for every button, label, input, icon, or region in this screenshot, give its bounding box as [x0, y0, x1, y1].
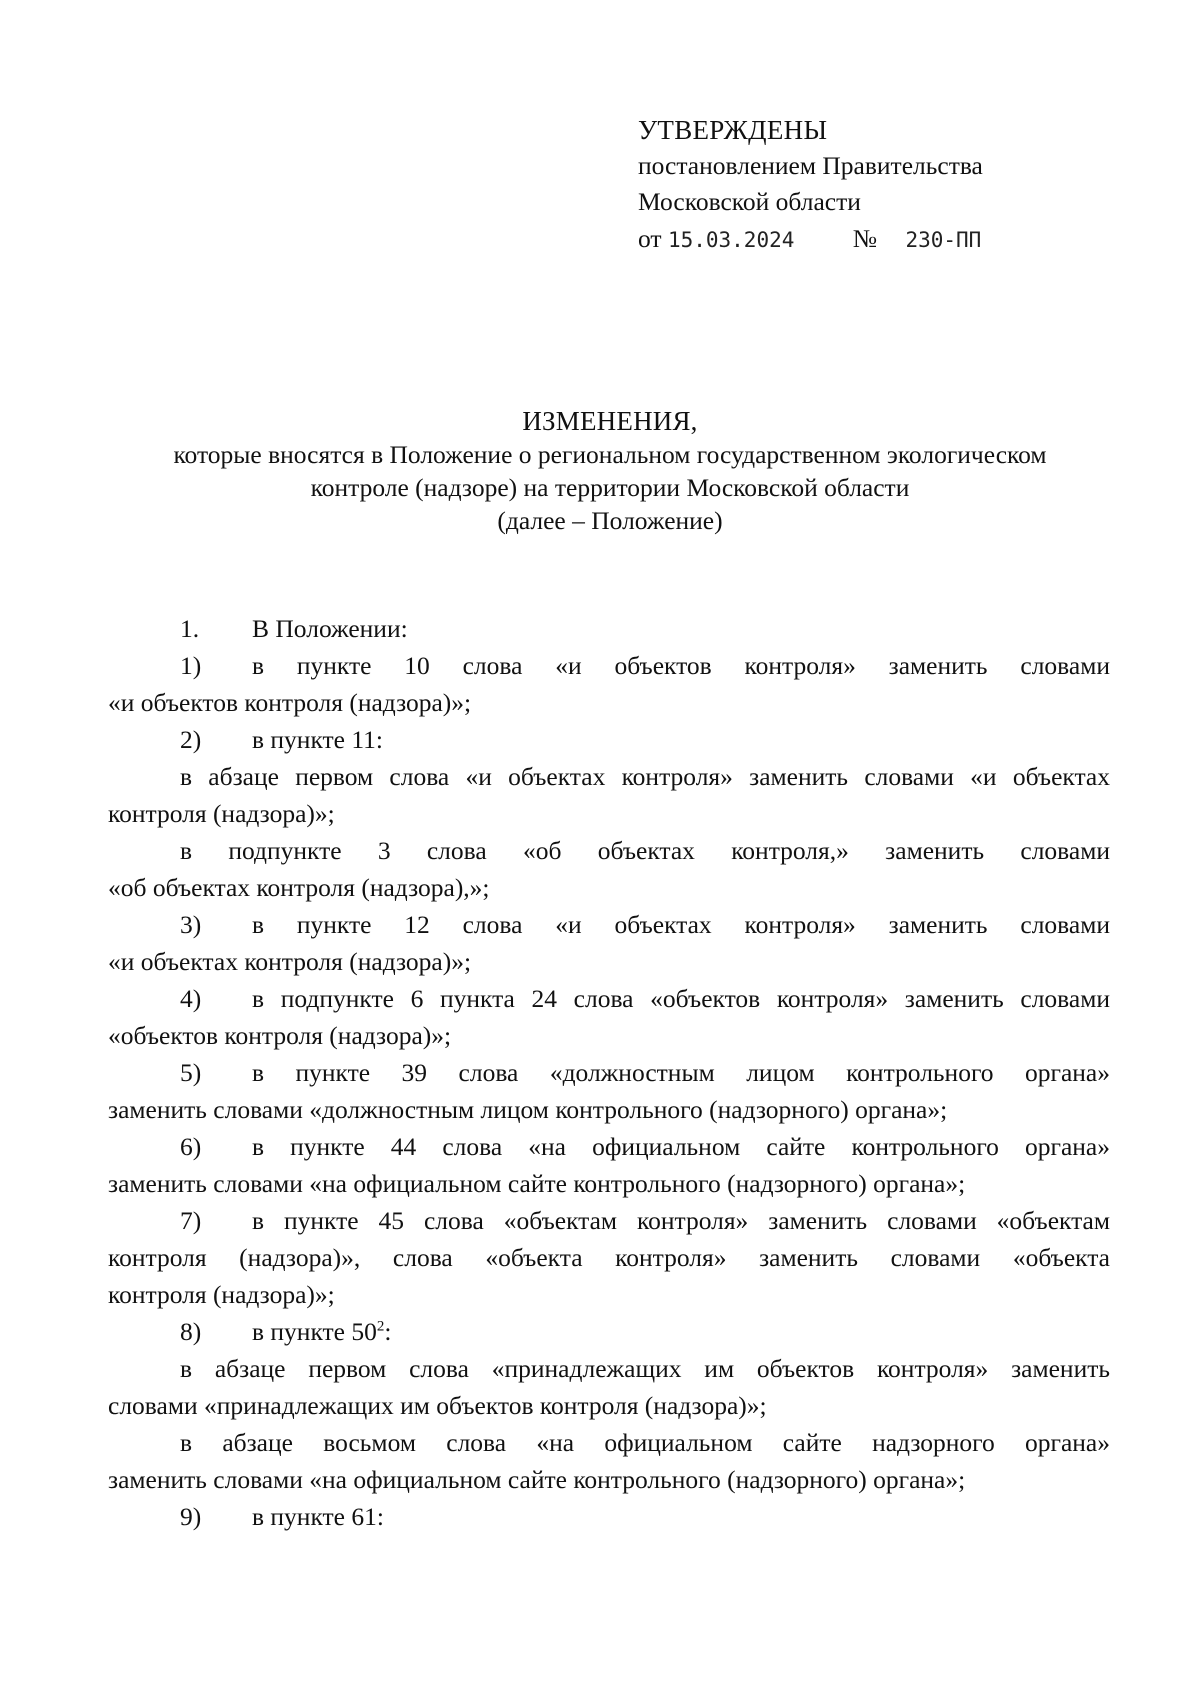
subitem-2-para-2-a: в подпункте 3 слова «об объектах контроля,» заменить словами: [180, 836, 1110, 865]
subitem-8-para-2-b: заменить словами «на официальном сайте контрольного (надзорного) органа»;: [108, 1465, 966, 1494]
item-text: в пункте 50: [252, 1317, 377, 1346]
item-text: в пункте 10 слова «и объектов контроля» заменить словами: [252, 651, 1110, 680]
item-text: в пункте 39 слова «должностным лицом контрольного органа»: [252, 1058, 1110, 1087]
title-line-2: контроле (надзоре) на территории Московской области: [310, 473, 910, 502]
item-colon: :: [384, 1317, 392, 1346]
subitem-1-line-b: «и объектов контроля (надзора)»;: [108, 688, 472, 717]
subitem-7-line-a: [108, 1204, 1110, 1238]
item-number: 8): [180, 1317, 202, 1346]
subitem-6-line-a: [108, 1130, 1110, 1164]
item-text: в пункте 45 слова «объектам контроля» заменить словами «объектам: [252, 1206, 1110, 1235]
subitem-3-line-b: «и объектах контроля (надзора)»;: [108, 947, 472, 976]
subitem-8-para-1-b: словами «принадлежащих им объектов контроля (надзора)»;: [108, 1391, 767, 1420]
subitem-8: [108, 1315, 1110, 1349]
superscript: 2: [376, 1318, 385, 1335]
subitem-2-para-2-b: «об объектах контроля (надзора),»;: [108, 873, 490, 902]
item-number: 5): [180, 1058, 202, 1087]
item-text: в пункте 11:: [252, 725, 383, 754]
approval-line-2: Московской области: [638, 187, 861, 216]
subitem-1-line-a: [108, 649, 1110, 683]
item-number: 4): [180, 984, 202, 1013]
approval-date-line: [638, 221, 983, 258]
subitem-6-line-b: заменить словами «на официальном сайте контрольного (надзорного) органа»;: [108, 1169, 966, 1198]
number-sign: №: [852, 224, 878, 253]
title-heading: ИЗМЕНЕНИЯ,: [522, 406, 698, 436]
title-line-3: (далее – Положение): [497, 506, 723, 535]
subitem-9: [108, 1500, 1110, 1534]
item-number: 2): [180, 725, 202, 754]
item-number: 7): [180, 1206, 202, 1235]
subitem-8-para-1-a: в абзаце первом слова «принадлежащих им объектов контроля» заменить: [180, 1354, 1110, 1383]
item-text: в пункте 12 слова «и объектах контроля» заменить словами: [252, 910, 1110, 939]
subitem-3-line-a: [108, 908, 1110, 942]
subitem-7-line-b: контроля (надзора)», слова «объекта контроля» заменить словами «объекта: [108, 1243, 1110, 1272]
date-prefix: от: [638, 224, 662, 253]
item-number: 1.: [180, 614, 200, 643]
subitem-4-line-b: «объектов контроля (надзора)»;: [108, 1021, 452, 1050]
approval-heading: УТВЕРЖДЕНЫ: [638, 115, 828, 145]
item-text: В Положении:: [252, 614, 408, 643]
item-number: 9): [180, 1502, 202, 1531]
item-text: в подпункте 6 пункта 24 слова «объектов контроля» заменить словами: [252, 984, 1110, 1013]
subitem-5-line-a: [108, 1056, 1110, 1090]
subitem-2-para-1-a: в абзаце первом слова «и объектах контроля» заменить словами «и объектах: [180, 762, 1110, 791]
approval-stamp: [638, 112, 983, 258]
document-title: [110, 405, 1110, 537]
item-text: в пункте 44 слова «на официальном сайте контрольного органа»: [252, 1132, 1110, 1161]
subitem-2-para-1-b: контроля (надзора)»;: [108, 799, 335, 828]
item-text: в пункте 61:: [252, 1502, 384, 1531]
document-body: [108, 612, 1110, 1537]
approval-line-1: постановлением Правительства: [638, 151, 983, 180]
subitem-4-line-a: [108, 982, 1110, 1016]
item-number: 6): [180, 1132, 202, 1161]
item-number: 1): [180, 651, 202, 680]
approval-date: 15.03.2024: [667, 228, 795, 252]
subitem-8-para-2-a: в абзаце восьмом слова «на официальном сайте надзорного органа»: [180, 1428, 1110, 1457]
item-1: [108, 612, 1110, 646]
subitem-7-line-c: контроля (надзора)»;: [108, 1280, 335, 1309]
subitem-2: [108, 723, 1110, 757]
item-number: 3): [180, 910, 202, 939]
subitem-5-line-b: заменить словами «должностным лицом контрольного (надзорного) органа»;: [108, 1095, 948, 1124]
title-line-1: которые вносятся в Положение о региональном государственном экологическом: [173, 440, 1047, 469]
approval-number: 230-ПП: [905, 228, 982, 252]
